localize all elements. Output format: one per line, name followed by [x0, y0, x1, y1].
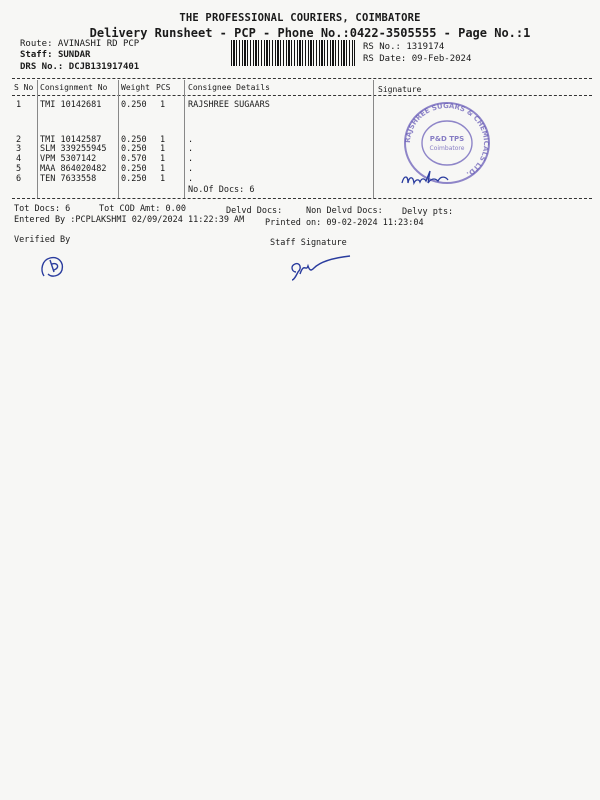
printed-on: Printed on: 09-02-2024 11:23:04	[265, 218, 424, 228]
row-2-sno: 2	[16, 135, 22, 145]
row-1-consignment: TMI 10142681	[40, 100, 102, 110]
col-header-sno: S No	[14, 83, 34, 92]
stamp-inner-text: P&D TPS	[429, 135, 465, 143]
table-bottom-divider	[12, 198, 592, 199]
row-4-consignee: .	[188, 154, 194, 164]
row-2-weight: 0.250	[121, 135, 147, 145]
col-divider	[37, 80, 38, 198]
col-divider	[184, 80, 185, 198]
non-delvd-docs: Non Delvd Docs:	[306, 206, 383, 216]
col-header-weight: Weight	[121, 83, 150, 92]
staff-label: Staff:	[20, 50, 53, 60]
receiver-signature	[400, 165, 460, 189]
row-6-sno: 6	[16, 174, 22, 184]
barcode	[231, 40, 355, 66]
row-2-consignment: TMI 10142587	[40, 135, 102, 145]
row-6-consignee: .	[188, 174, 194, 184]
row-5-sno: 5	[16, 164, 22, 174]
runsheet-title: Delivery Runsheet - PCP - Phone No.:0422-3505555 - Page No.:1	[89, 26, 531, 40]
row-3-consignee: .	[188, 144, 194, 154]
company-title: THE PROFESSIONAL COURIERS, COIMBATORE	[179, 12, 421, 24]
stamp-inner-text-2: Coimbatore	[429, 145, 465, 152]
entered-by: Entered By :PCPLAKSHMI 02/09/2024 11:22:39 AM	[14, 215, 245, 225]
stamp-outer-text: RAJSHREE SUGARS & CHEMICALS LTD.	[403, 101, 491, 179]
verified-by-label: Verified By	[14, 235, 71, 245]
col-divider	[118, 80, 119, 198]
verified-signature	[36, 252, 72, 282]
col-header-consignee: Consignee Details	[188, 83, 270, 92]
row-3-weight: 0.250	[121, 144, 147, 154]
col-header-pcs: PCS	[156, 83, 171, 92]
table-header-divider	[12, 95, 592, 96]
tot-cod-amt: Tot COD Amt: 0.00	[99, 204, 186, 214]
drs-label: DRS No.:	[20, 62, 64, 72]
delvy-pts: Delvy pts:	[402, 207, 454, 217]
row-6-pcs: 1	[160, 174, 166, 184]
tot-docs: Tot Docs: 6	[14, 204, 71, 214]
row-1-weight: 0.250	[121, 100, 147, 110]
delvd-docs: Delvd Docs:	[226, 206, 283, 216]
no-of-docs: No.Of Docs: 6	[188, 185, 255, 195]
row-5-consignment: MAA 864020482	[40, 164, 107, 174]
staff-signature	[286, 252, 356, 284]
row-4-weight: 0.570	[121, 154, 147, 164]
staff-row	[20, 50, 90, 60]
drs-value: DCJB131917401	[68, 62, 140, 72]
row-1-consignee: RAJSHREE SUGAARS	[188, 100, 270, 110]
row-3-sno: 3	[16, 144, 22, 154]
staff-value: SUNDAR	[57, 50, 91, 60]
table-top-divider	[12, 78, 592, 79]
row-6-consignment: TEN 7633558	[40, 174, 97, 184]
col-divider	[373, 80, 374, 198]
row-5-weight: 0.250	[121, 164, 147, 174]
row-4-sno: 4	[16, 154, 22, 164]
row-5-pcs: 1	[160, 164, 166, 174]
row-3-consignment: SLM 339255945	[40, 144, 107, 154]
rs-date: RS Date: 09-Feb-2024	[363, 54, 472, 64]
row-5-consignee: .	[188, 164, 194, 174]
row-6-weight: 0.250	[121, 174, 147, 184]
row-1-sno: 1	[16, 100, 22, 110]
drs-row	[20, 62, 139, 72]
route-label: Route: AVINASHI RD PCP	[20, 39, 140, 49]
col-header-consignment: Consignment No	[40, 83, 108, 92]
row-4-pcs: 1	[160, 154, 166, 164]
row-2-consignee: .	[188, 135, 194, 145]
row-4-consignment: VPM 5307142	[40, 154, 97, 164]
staff-signature-label: Staff Signature	[270, 238, 347, 248]
rs-number: RS No.: 1319174	[363, 42, 445, 52]
col-header-signature: Signature	[378, 85, 422, 94]
row-2-pcs: 1	[160, 135, 166, 145]
row-3-pcs: 1	[160, 144, 166, 154]
row-1-pcs: 1	[160, 100, 166, 110]
